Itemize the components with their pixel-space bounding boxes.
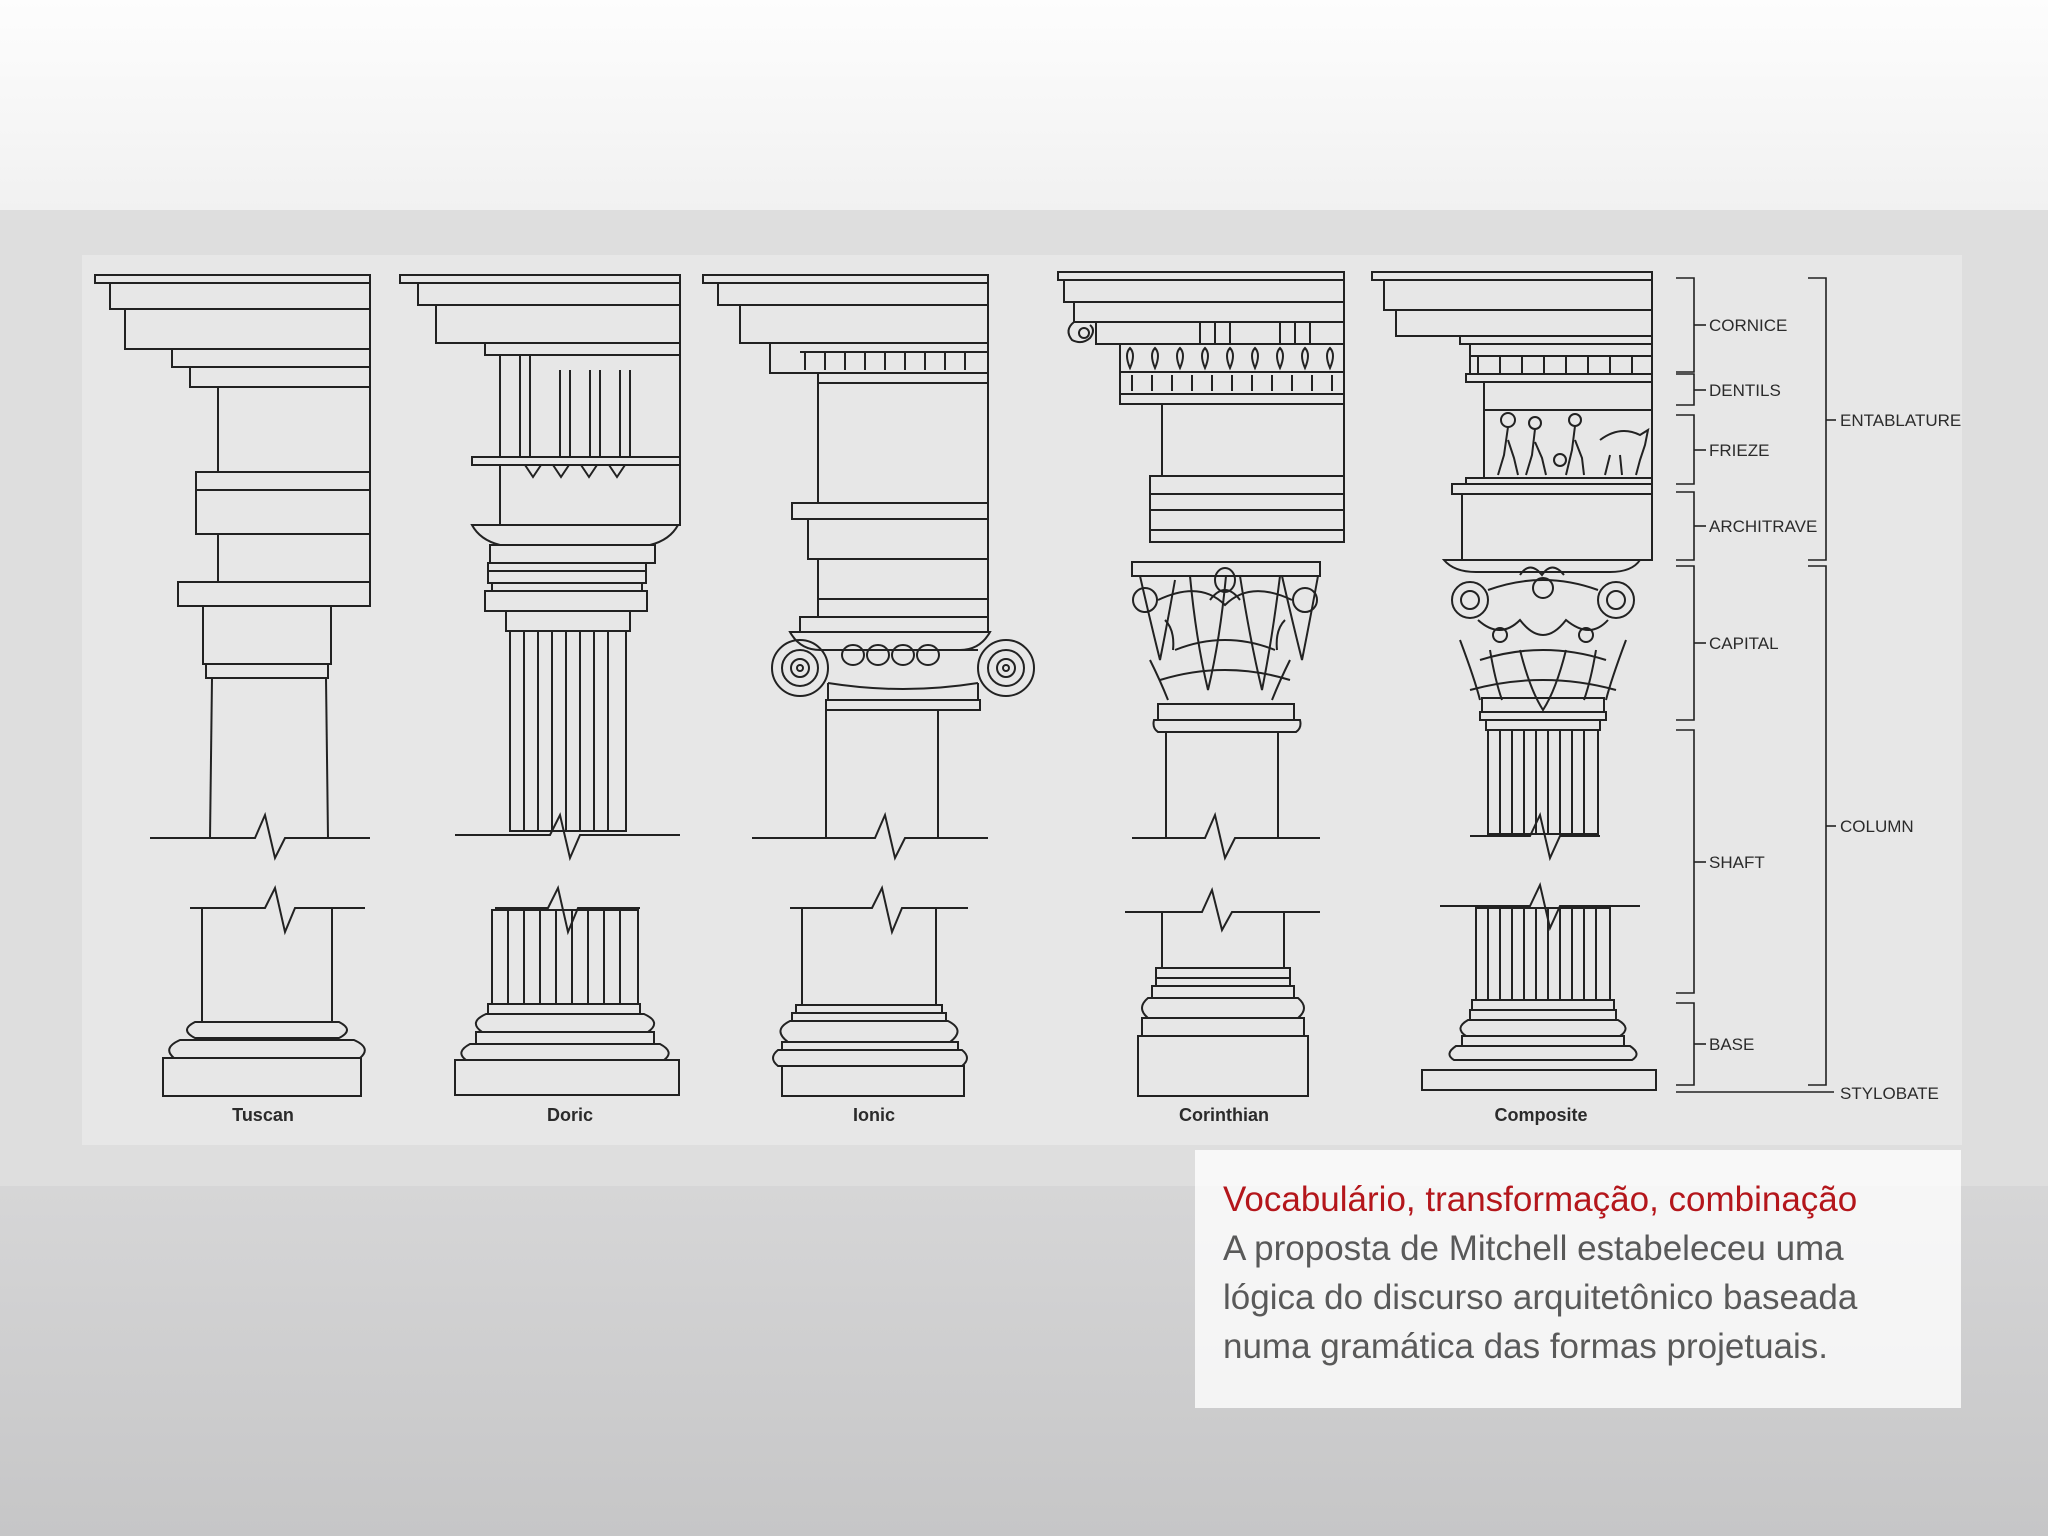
order-label-composite: Composite (1494, 1105, 1588, 1125)
group-label-stylobate: STYLOBATE (1840, 1084, 1939, 1103)
part-label-architrave: ARCHITRAVE (1709, 517, 1818, 536)
part-label-dentils: DENTILS (1709, 381, 1781, 400)
order-label-tuscan: Tuscan (232, 1105, 294, 1125)
caption-box (1195, 1150, 1961, 1408)
group-label-entablature: ENTABLATURE (1840, 411, 1962, 430)
part-label-frieze: FRIEZE (1709, 441, 1770, 460)
caption-line: lógica do discurso arquitetônico baseada (1223, 1278, 1858, 1317)
caption-body (1223, 1224, 1933, 1371)
part-label-cornice: CORNICE (1709, 316, 1788, 335)
part-label-capital: CAPITAL (1709, 634, 1779, 653)
order-label-doric: Doric (546, 1105, 594, 1125)
group-label-column: COLUMN (1840, 817, 1914, 836)
diagram-panel (82, 255, 1962, 1145)
order-label-ionic: Ionic (852, 1105, 896, 1125)
caption-title: Vocabulário, transformação, combinação (1223, 1180, 1858, 1219)
order-label-corinthian: Corinthian (1179, 1105, 1269, 1125)
caption-line: A proposta de Mitchell estabeleceu uma (1223, 1229, 1844, 1268)
part-label-shaft: SHAFT (1709, 853, 1765, 872)
part-label-base: BASE (1709, 1035, 1755, 1054)
caption-line: numa gramática das formas projetuais. (1223, 1327, 1828, 1366)
